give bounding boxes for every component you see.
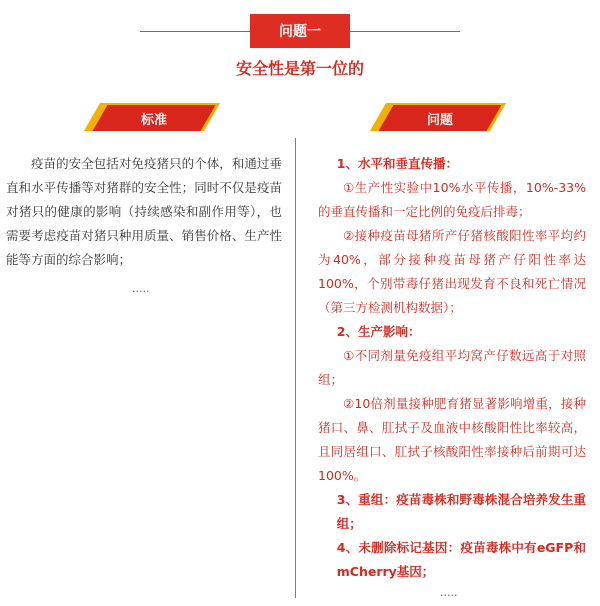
problem-item-3: ①不同剂量免疫组平均窝产仔数远高于对照组； (318, 348, 586, 387)
header-right-line (350, 31, 460, 32)
page-subtitle: 安全性是第一位的 (235, 59, 364, 78)
problem-label: 问题 (426, 112, 453, 128)
problem-list (318, 152, 586, 584)
standard-ribbon (92, 103, 222, 135)
column-divider (295, 138, 296, 598)
standard-label: 标准 (140, 112, 167, 128)
left-ellipsis: ..... (132, 282, 150, 295)
problem-heading-4: 4、未删除标记基因：疫苗毒株中有eGFP和mCherry基因； (336, 540, 586, 579)
problem-heading-3: 3、重组：疫苗毒株和野毒株混合培养发生重组； (336, 492, 586, 531)
problem-heading-1: 1、水平和垂直传播： (336, 156, 458, 171)
problem-item-1: ①生产性实验中10%水平传播，10%-33%的垂直传播和一定比例的免疫后排毒； (318, 180, 586, 219)
right-ellipsis: ..... (440, 586, 458, 599)
standard-body: 疫苗的安全包括对免疫猪只的个体，和通过垂直和水平传播等对猪群的安全性；同时不仅是疫苗对猪只的健康的影响（持续感染和副作用等），也需要考虑疫苗对猪只种用质量、销售价格、生产性能等方面的综合影响； (6, 156, 282, 267)
header-left-line (140, 31, 250, 32)
problem-heading-2: 2、生产影响： (336, 324, 421, 339)
problem-item-4: ②10倍剂量接种肥育猪显著影响增重，接种猪口、鼻、肛拭子及血液中核酸阳性比率较高，且同居组口、肛拭子核酸阳性率接种后前期可达100%。 (318, 396, 586, 483)
title-badge: 问题一 (250, 14, 350, 48)
problem-item-2: ②接种疫苗母猪所产仔猪核酸阳性率平均约为40%，部分接种疫苗母猪产仔阳性率达100%，个别带毒仔猪出现发育不良和死亡情况（第三方检测机构数据）； (318, 228, 586, 315)
problem-ribbon (378, 103, 508, 135)
